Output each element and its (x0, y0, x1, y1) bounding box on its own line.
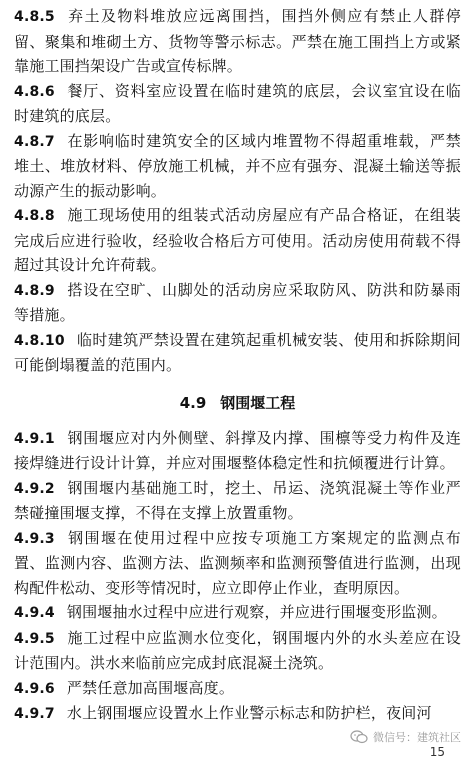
clause (14, 600, 461, 626)
clause-number: 4.9.2 (14, 480, 55, 497)
clause-text: 钢围堰应对内外侧壁、斜撑及内撑、围檩等受力构件及连接焊缝进行设计计算，并应对围堰整体稳定性和抗倾覆进行计算。 (14, 428, 461, 472)
clause (14, 676, 461, 702)
clauses-4-9 (14, 426, 461, 727)
clause (14, 278, 461, 328)
clause (14, 79, 461, 129)
clause-text: 餐厅、资料室应设置在临时建筑的底层，会议室宜设在临时建筑的底层。 (14, 81, 461, 125)
clause-number: 4.9.1 (14, 430, 55, 447)
clause-text: 施工过程中应监测水位变化，钢围堰内外的水头差应在设计范围内。洪水来临前应完成封底混凝土浇筑。 (14, 628, 461, 672)
clause-text: 钢围堰内基础施工时，挖土、吊运、浇筑混凝土等作业严禁碰撞围堰支撑，不得在支撑上放置重物。 (14, 478, 461, 522)
clause (14, 701, 461, 727)
wechat-icon (350, 730, 368, 744)
clause-number: 4.9.5 (14, 630, 55, 647)
clause (14, 426, 461, 476)
clause (14, 129, 461, 204)
clause-text: 临时建筑严禁设置在建筑起重机械安装、使用和拆除期间可能倒塌覆盖的范围内。 (14, 330, 461, 374)
clause-number: 4.8.6 (14, 83, 55, 100)
clause (14, 328, 461, 378)
clause-number: 4.8.7 (14, 133, 55, 150)
clause-text: 水上钢围堰应设置水上作业警示标志和防护栏，夜间河 (66, 704, 432, 722)
clause (14, 626, 461, 676)
page-number: 15 (429, 745, 445, 759)
clause-number: 4.8.5 (14, 9, 55, 25)
clause-text: 严禁任意加高围堰高度。 (66, 678, 235, 697)
watermark (350, 729, 461, 745)
clause (14, 203, 461, 278)
clause-text: 弃土及物料堆放应远离围挡，围挡外侧应有禁止人群停留、聚集和堆砌土方、货物等警示标志。严禁在施工围挡上方或紧靠施工围挡架设广告或宣传标牌。 (14, 7, 461, 75)
clause (14, 4, 461, 79)
section-number: 4.9 (179, 393, 207, 412)
clause-number: 4.9.6 (14, 680, 55, 697)
clause (14, 526, 461, 601)
section-heading (14, 392, 461, 414)
section-title: 钢围堰工程 (220, 393, 296, 412)
clause-text: 施工现场使用的组装式活动房屋应有产品合格证，在组装完成后应进行验收，经验收合格后方可使用。活动房使用荷载不得超过其设计允许荷载。 (14, 206, 461, 274)
clause-text: 钢围堰抽水过程中应进行观察，并应进行围堰变形监测。 (66, 603, 447, 621)
clause-number: 4.8.8 (14, 208, 55, 224)
clause-number: 4.9.3 (14, 530, 55, 547)
clause-text: 钢围堰在使用过程中应按专项施工方案规定的监测点布置、监测内容、监测方法、监测频率和监测预警值进行监测，出现构配件松动、变形等情况时，应立即停止作业，查明原因。 (14, 528, 461, 597)
clause-number: 4.8.10 (14, 332, 65, 349)
clause-number: 4.9.4 (14, 605, 55, 621)
clause-number: 4.9.7 (14, 706, 55, 722)
clauses-4-8 (14, 4, 461, 378)
clause-text: 在影响临时建筑安全的区域内堆置物不得超重堆载，严禁堆土、堆放材料、停放施工机械，并不应有强夯、混凝土输送等振动源产生的振动影响。 (14, 131, 461, 200)
clause (14, 476, 461, 526)
clause-text: 搭设在空旷、山脚处的活动房应采取防风、防洪和防暴雨等措施。 (14, 280, 461, 324)
clause-number: 4.8.9 (14, 282, 55, 299)
watermark-text: 微信号：建筑社区 (373, 731, 461, 744)
